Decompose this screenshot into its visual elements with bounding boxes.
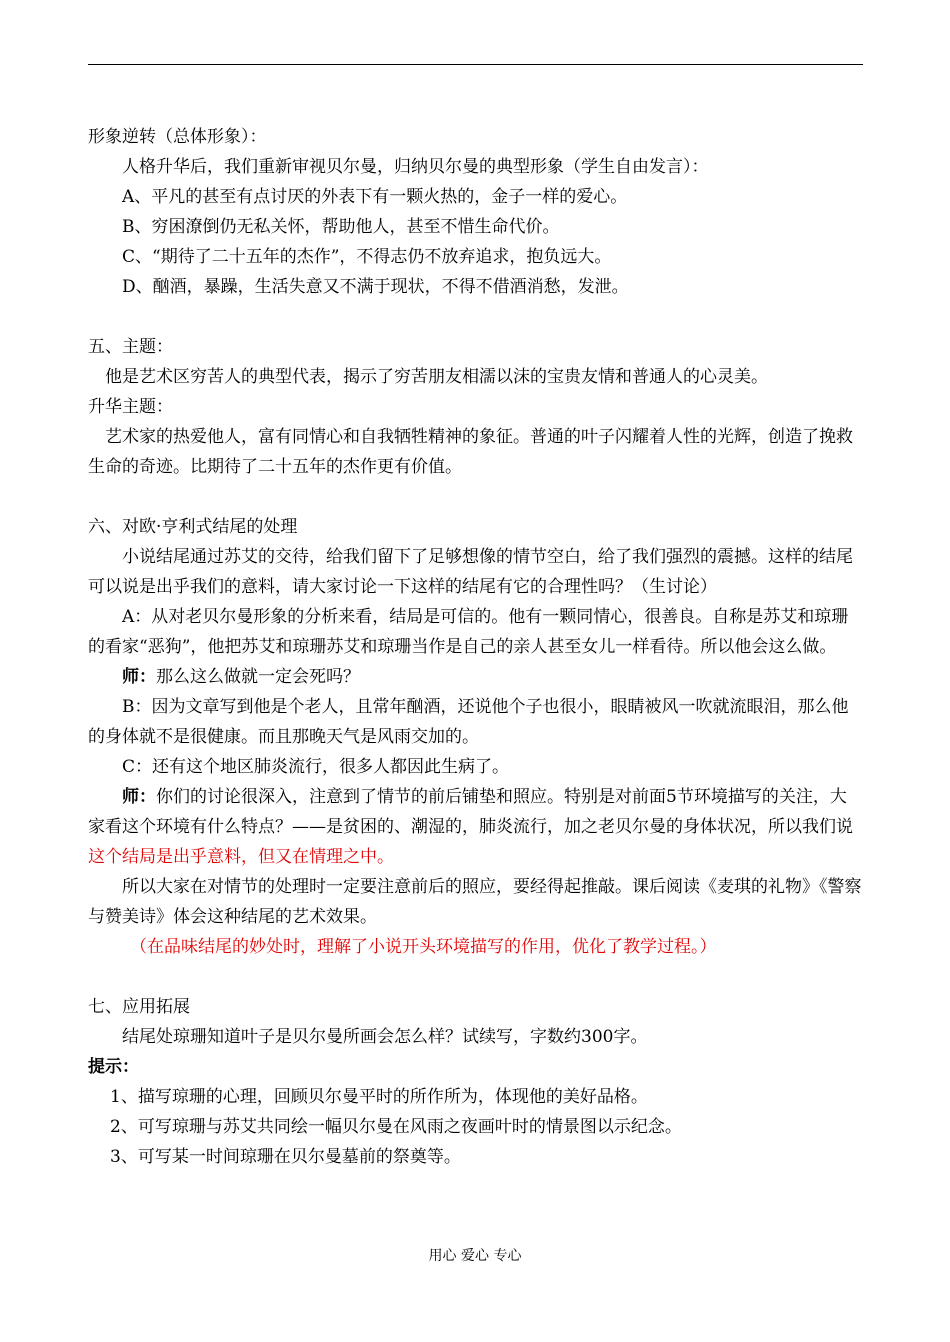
spacer [88,302,863,332]
ending-teacher-comment [88,782,863,872]
spacer [88,962,863,992]
apply-task: 结尾处琼珊知道叶子是贝尔曼所画会怎么样？试续写，字数约300字。 [122,1027,648,1047]
ending-answer-a: A：从对老贝尔曼形象的分析来看，结局是可信的。他有一颗同情心，很善良。自称是苏艾和琼珊的看家“恶狗”，他把苏艾和琼珊苏艾和琼珊当作是自己的亲人甚至女儿一样看待。所以他会这么做。 [88,607,849,657]
page-footer: 用心 爱心 专心 [428,1248,522,1264]
apply-heading: 七、应用拓展 [88,997,190,1017]
ending-intro: 小说结尾通过苏艾的交待，给我们留下了足够想像的情节空白，给了我们强烈的震撼。这样的结尾可以说是出乎我们的意料，请大家讨论一下这样的结尾有它的合理性吗？（生讨论） [88,547,853,597]
hint-item-3: 3、可写某一时间琼珊在贝尔曼墓前的祭奠等。 [110,1147,461,1167]
image-heading: 形象逆转（总体形象）： [88,127,267,147]
hint-item-2: 2、可写琼珊与苏艾共同绘一幅贝尔曼在风雨之夜画叶时的情景图以示纪念。 [110,1117,682,1137]
image-item-b: B、穷困潦倒仍无私关怀，帮助他人，甚至不惜生命代价。 [122,217,560,237]
teacher-label: 师： [122,787,156,807]
teacher-question-text: 那么这么做就一定会死吗？ [156,667,360,687]
spacer [88,482,863,512]
theme-sub-heading: 升华主题： [88,397,173,417]
ending-summary: 所以大家在对情节的处理时一定要注意前后的照应，要经得起推敲。课后阅读《麦琪的礼物》《警察与赞美诗》体会这种结尾的艺术效果。 [88,877,862,927]
ending-heading: 六、对欧·亨利式结尾的处理 [88,517,298,537]
document-body [88,122,863,1172]
theme-sub-text: 艺术家的热爱他人，富有同情心和自我牺牲精神的象征。普通的叶子闪耀着人性的光辉，创造了挽救生命的奇迹。比期待了二十五年的杰作更有价值。 [88,427,853,477]
theme-heading: 五、主题： [88,337,173,357]
teacher-comment-highlight: 这个结局是出乎意料，但又在情理之中。 [88,847,394,867]
hint-label: 提示： [88,1057,139,1077]
ending-answer-c: C：还有这个地区肺炎流行，很多人都因此生病了。 [122,757,510,777]
hint-item-1: 1、描写琼珊的心理，回顾贝尔曼平时的所作所为，体现他的美好品格。 [110,1087,648,1107]
image-item-a: A、平凡的甚至有点讨厌的外表下有一颗火热的，金子一样的爱心。 [122,187,628,207]
ending-teaching-note: （在品味结尾的妙处时，理解了小说开头环境描写的作用，优化了教学过程。） [130,937,717,957]
ending-answer-b: B：因为文章写到他是个老人，且常年酗酒，还说他个子也很小，眼睛被风一吹就流眼泪，那么他的身体就不是很健康。而且那晚天气是风雨交加的。 [88,697,849,747]
header-rule [88,64,863,65]
image-item-c: C、“期待了二十五年的杰作”，不得志仍不放弃追求，抱负远大。 [122,247,612,267]
teacher-label: 师： [122,667,156,687]
image-intro: 人格升华后，我们重新审视贝尔曼，归纳贝尔曼的典型形象（学生自由发言）： [122,157,709,177]
image-item-d: D、酗酒，暴躁，生活失意又不满于现状，不得不借酒消愁，发泄。 [122,277,629,297]
ending-teacher-question [88,662,863,692]
theme-text: 他是艺术区穷苦人的典型代表，揭示了穷苦朋友相濡以沫的宝贵友情和普通人的心灵美。 [105,367,768,387]
teacher-comment-text: 你们的讨论很深入，注意到了情节的前后铺垫和照应。特别是对前面5节环境描写的关注，大家看这个环境有什么特点？——是贫困的、潮湿的，肺炎流行，加之老贝尔曼的身体状况，所以我们说 [88,787,853,837]
